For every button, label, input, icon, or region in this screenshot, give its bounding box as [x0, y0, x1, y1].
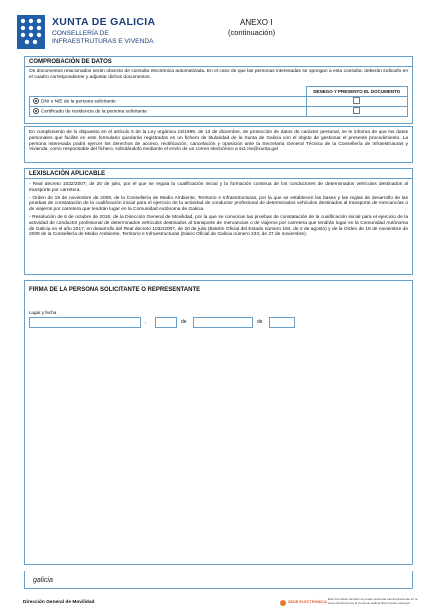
data-check-table — [29, 86, 408, 117]
footer-department: Dirección General de Movilidad — [23, 600, 95, 605]
footer-box — [24, 571, 413, 589]
deny-column-header: DENEGO Y PRESENTO EL DOCUMENTO — [306, 87, 408, 97]
deny-dni-checkbox[interactable] — [353, 97, 360, 104]
year-field[interactable] — [269, 317, 295, 328]
signature-section — [24, 280, 413, 565]
legislation-item-1: - Real decreto 1032/2007, de 20 de julio, por el que se regula la cualificación inicial y la formación continua de los conductores de determinados vehículos destinados al transporte por carretera. — [29, 182, 408, 193]
day-field[interactable] — [155, 317, 177, 328]
legislation-title: LEXISLACIÓN APLICABLE — [25, 169, 412, 179]
privacy-section — [24, 126, 413, 163]
galicia-brand: galicia — [33, 577, 53, 584]
place-field[interactable] — [29, 317, 141, 328]
seal-note: Este formulario también se puede presentar electrónicamente en la sede electrónica de la Xunta de Galicia https://sede.xunta.gal — [328, 597, 418, 605]
data-check-intro: Os documentos relacionados serán obxecto de consulta electrónica automatizada. En el caso de que las personas interesadas se opongan a esta consulta, deberán indicarlo en el cuadro correspondiente y adjuntar dichos documentos. — [29, 69, 408, 80]
xunta-logo-icon — [17, 15, 45, 49]
privacy-text: En cumplimiento de lo dispuesto en el artículo 5 de la Ley orgánica 15/1999, de 13 de diciembre, de protección de datos de carácter personal, se le informa de que los datos personales que facilite en este formulario quedarán registrados en un fichero de titularidad de la Xunta de Galicia con el objeto de gestionar el presente procedimiento. La persona interesada podrá ejercer los derechos de acceso, rectificación, cancelación y oposición ante la Secretaría General Técnica de la Consellería de Infraestruturas y Vivienda, como responsable del fichero, solicitándolo mediante el envío de un correo electrónico a sxt.civi@xunta.gal — [29, 130, 408, 153]
legislation-item-2: - Orden de 19 de noviembre de 2009, de la Consellería de Medio Ambiente, Territorio e Infraestructuras, por la que se establecen las bases y las reglas de desarrollo de las pruebas de constatación de la cualificación inicial para el ejercicio de la actividad de conductor profesional de determinados vehículos destinados al transporte de mercancías o de viajeros por carretera que tendrán lugar en la Comunidad Autónoma de Galicia. — [29, 195, 408, 213]
legislation-item-3: - Resolución de 6 de octubre de 2016, de la Dirección General de Movilidad, por la que se convocan las pruebas de constatación de la cualificación inicial para el ejercicio de la actividad de conductor profesional de determinados vehículos destinados al transporte de mercancías o de viajeros por carretera que tendrán lugar en la Comunidad Autónoma de Galicia en el año 2017, en desarrollo del Real decreto 1032/2007, de 20 de julio (Boletín Oficial del Estado número 184, de 2 de agosto) y de la Orden de 19 de noviembre de 2009 de la Consellería de Medio Ambiente, Territorio e Infraestructuras (Diario Oficial de Galicia número 233, de 27 de noviembre). — [29, 214, 408, 238]
org-name: XUNTA DE GALICIA — [52, 16, 156, 28]
place-date-label: Lugar y fecha — [29, 310, 57, 315]
annex-title: ANEXO I — [240, 18, 273, 27]
data-check-section — [24, 56, 413, 124]
table-row — [30, 107, 408, 117]
data-check-title: COMPROBACIÓN DE DATOS — [25, 57, 412, 67]
de-separator-2: de — [257, 319, 263, 325]
row-label-dni: DNI o NIE de la persona solicitante — [41, 99, 116, 105]
seal-label: SEDE ELECTRÓNICA — [288, 600, 327, 604]
org-dept-line1: CONSELLERÍA DE — [52, 30, 109, 37]
row-label-residence: Certificado de residencia de la persona solicitante — [41, 109, 147, 115]
radio-residence[interactable] — [33, 108, 39, 114]
annex-subtitle: (continuación) — [228, 28, 276, 37]
electronic-seal-icon — [280, 600, 286, 606]
month-field[interactable] — [193, 317, 253, 328]
org-department — [52, 30, 182, 45]
signature-title: FIRMA DE LA PERSONA SOLICITANTE O REPRESENTANTE — [29, 287, 201, 293]
radio-dni[interactable] — [33, 98, 39, 104]
deny-residence-checkbox[interactable] — [353, 107, 360, 114]
de-separator-1: de — [181, 319, 187, 325]
table-row — [30, 97, 408, 107]
org-dept-line2: INFRAESTRUTURAS E VIVENDA — [52, 37, 154, 45]
legislation-section — [24, 168, 413, 275]
comma-separator: , — [145, 319, 147, 325]
